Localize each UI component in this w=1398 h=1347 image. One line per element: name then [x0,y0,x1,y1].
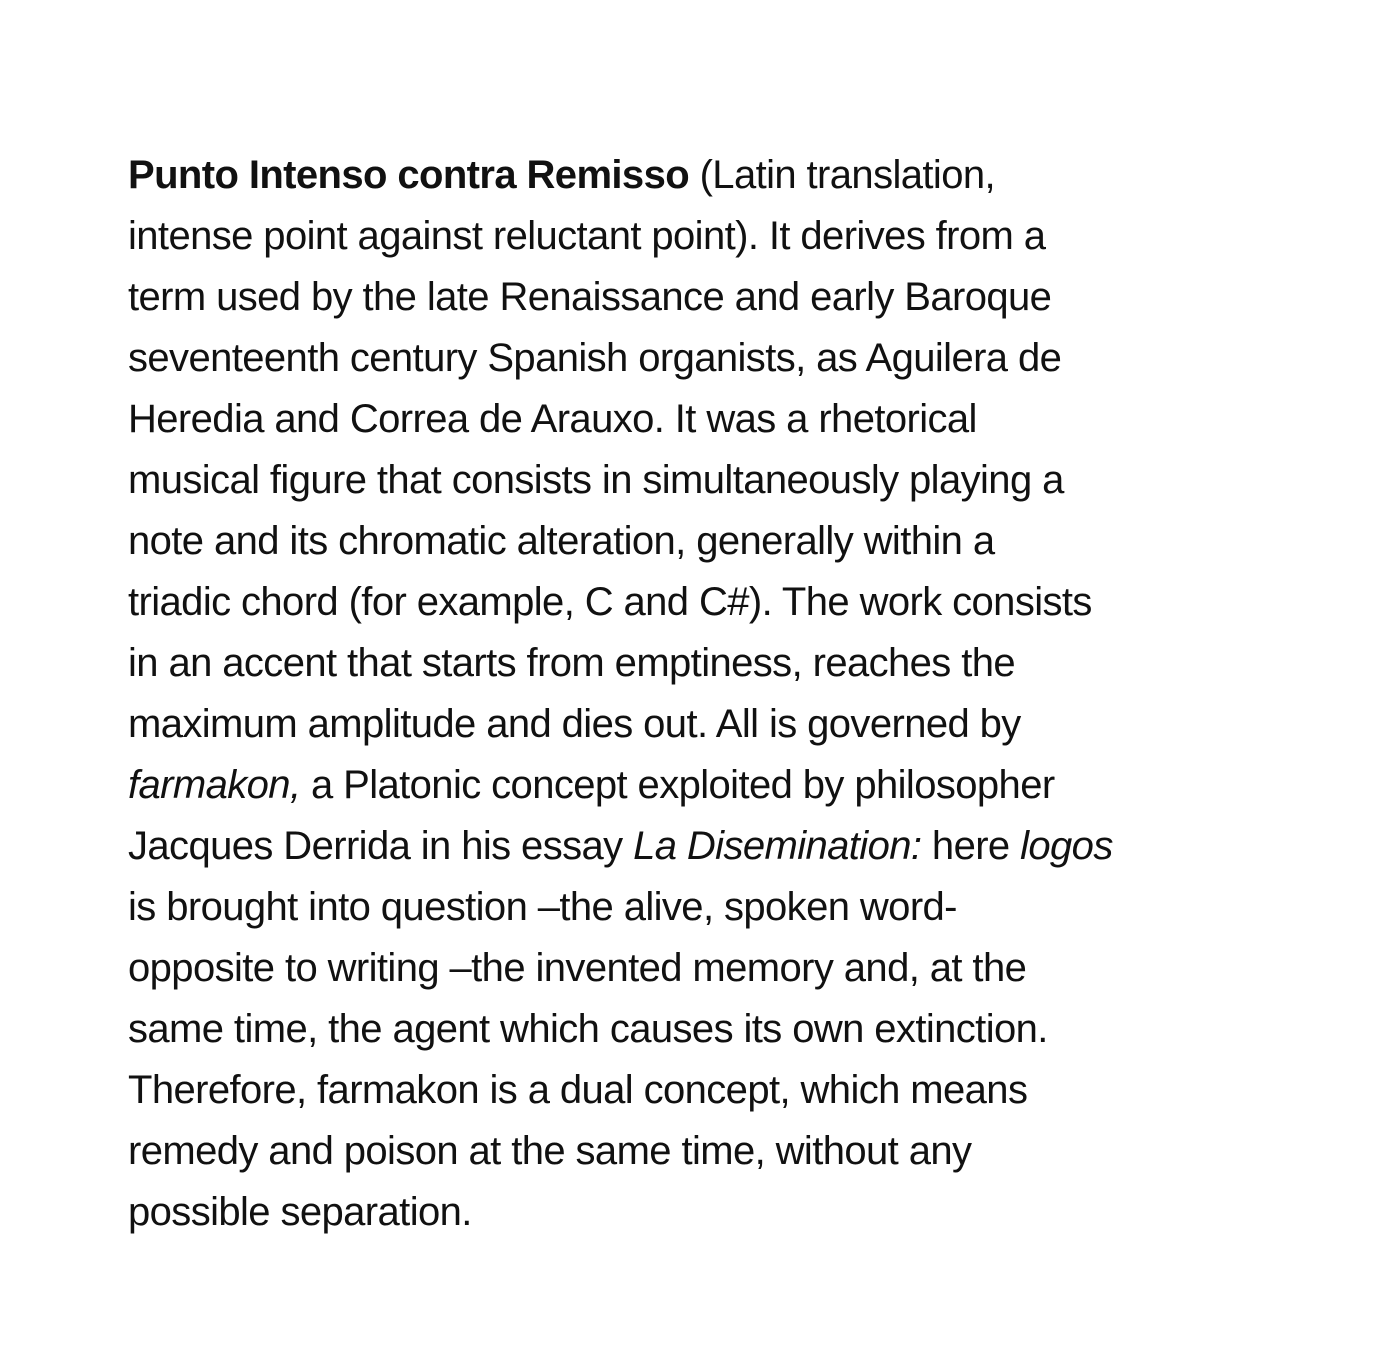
paragraph-text: triadic chord (for example, C and C#). The work consists [128,580,1092,624]
paragraph-text: a Platonic concept exploited by philosopher [300,763,1055,807]
paragraph-text: musical figure that consists in simultaneously playing a [128,458,1064,502]
paragraph-text: maximum amplitude and dies out. All is governed by [128,702,1021,746]
paragraph-text: in an accent that starts from emptiness, reaches the [128,641,1016,685]
paragraph-line [128,389,1328,450]
paragraph-text: possible separation. [128,1190,472,1234]
paragraph-text: seventeenth century Spanish organists, as Aguilera de [128,336,1062,380]
paragraph-text: Heredia and Correa de Arauxo. It was a rhetorical [128,397,977,441]
paragraph-line [128,938,1328,999]
paragraph-text: note and its chromatic alteration, generally within a [128,519,995,563]
paragraph-line [128,999,1328,1060]
paragraph-line [128,511,1328,572]
paragraph-line [128,1182,1328,1243]
italic-term: logos [1020,824,1113,868]
description-paragraph [128,145,1328,1243]
paragraph-line [128,572,1328,633]
paragraph-line [128,450,1328,511]
paragraph-text: opposite to writing –the invented memory and, at the [128,946,1027,990]
paragraph-text: remedy and poison at the same time, without any [128,1129,972,1173]
paragraph-title: Punto Intenso contra Remisso [128,153,690,197]
paragraph-line [128,633,1328,694]
paragraph-text: Therefore, farmakon is a dual concept, which means [128,1068,1028,1112]
paragraph-line [128,877,1328,938]
paragraph-text: same time, the agent which causes its own extinction. [128,1007,1048,1051]
paragraph-line [128,816,1328,877]
paragraph-line [128,755,1328,816]
paragraph-text: is brought into question –the alive, spoken word- [128,885,957,929]
paragraph-line [128,206,1328,267]
paragraph-text: (Latin translation, [689,153,996,197]
paragraph-line [128,694,1328,755]
paragraph-text: here [921,824,1021,868]
paragraph-line [128,328,1328,389]
paragraph-line [128,1121,1328,1182]
paragraph-line [128,145,1328,206]
paragraph-text: Jacques Derrida in his essay [128,824,634,868]
italic-term: La Disemination: [633,824,922,868]
paragraph-line [128,267,1328,328]
paragraph-text: intense point against reluctant point). It derives from a [128,214,1046,258]
paragraph-line [128,1060,1328,1121]
italic-term: farmakon, [128,763,301,807]
paragraph-text: term used by the late Renaissance and early Baroque [128,275,1052,319]
